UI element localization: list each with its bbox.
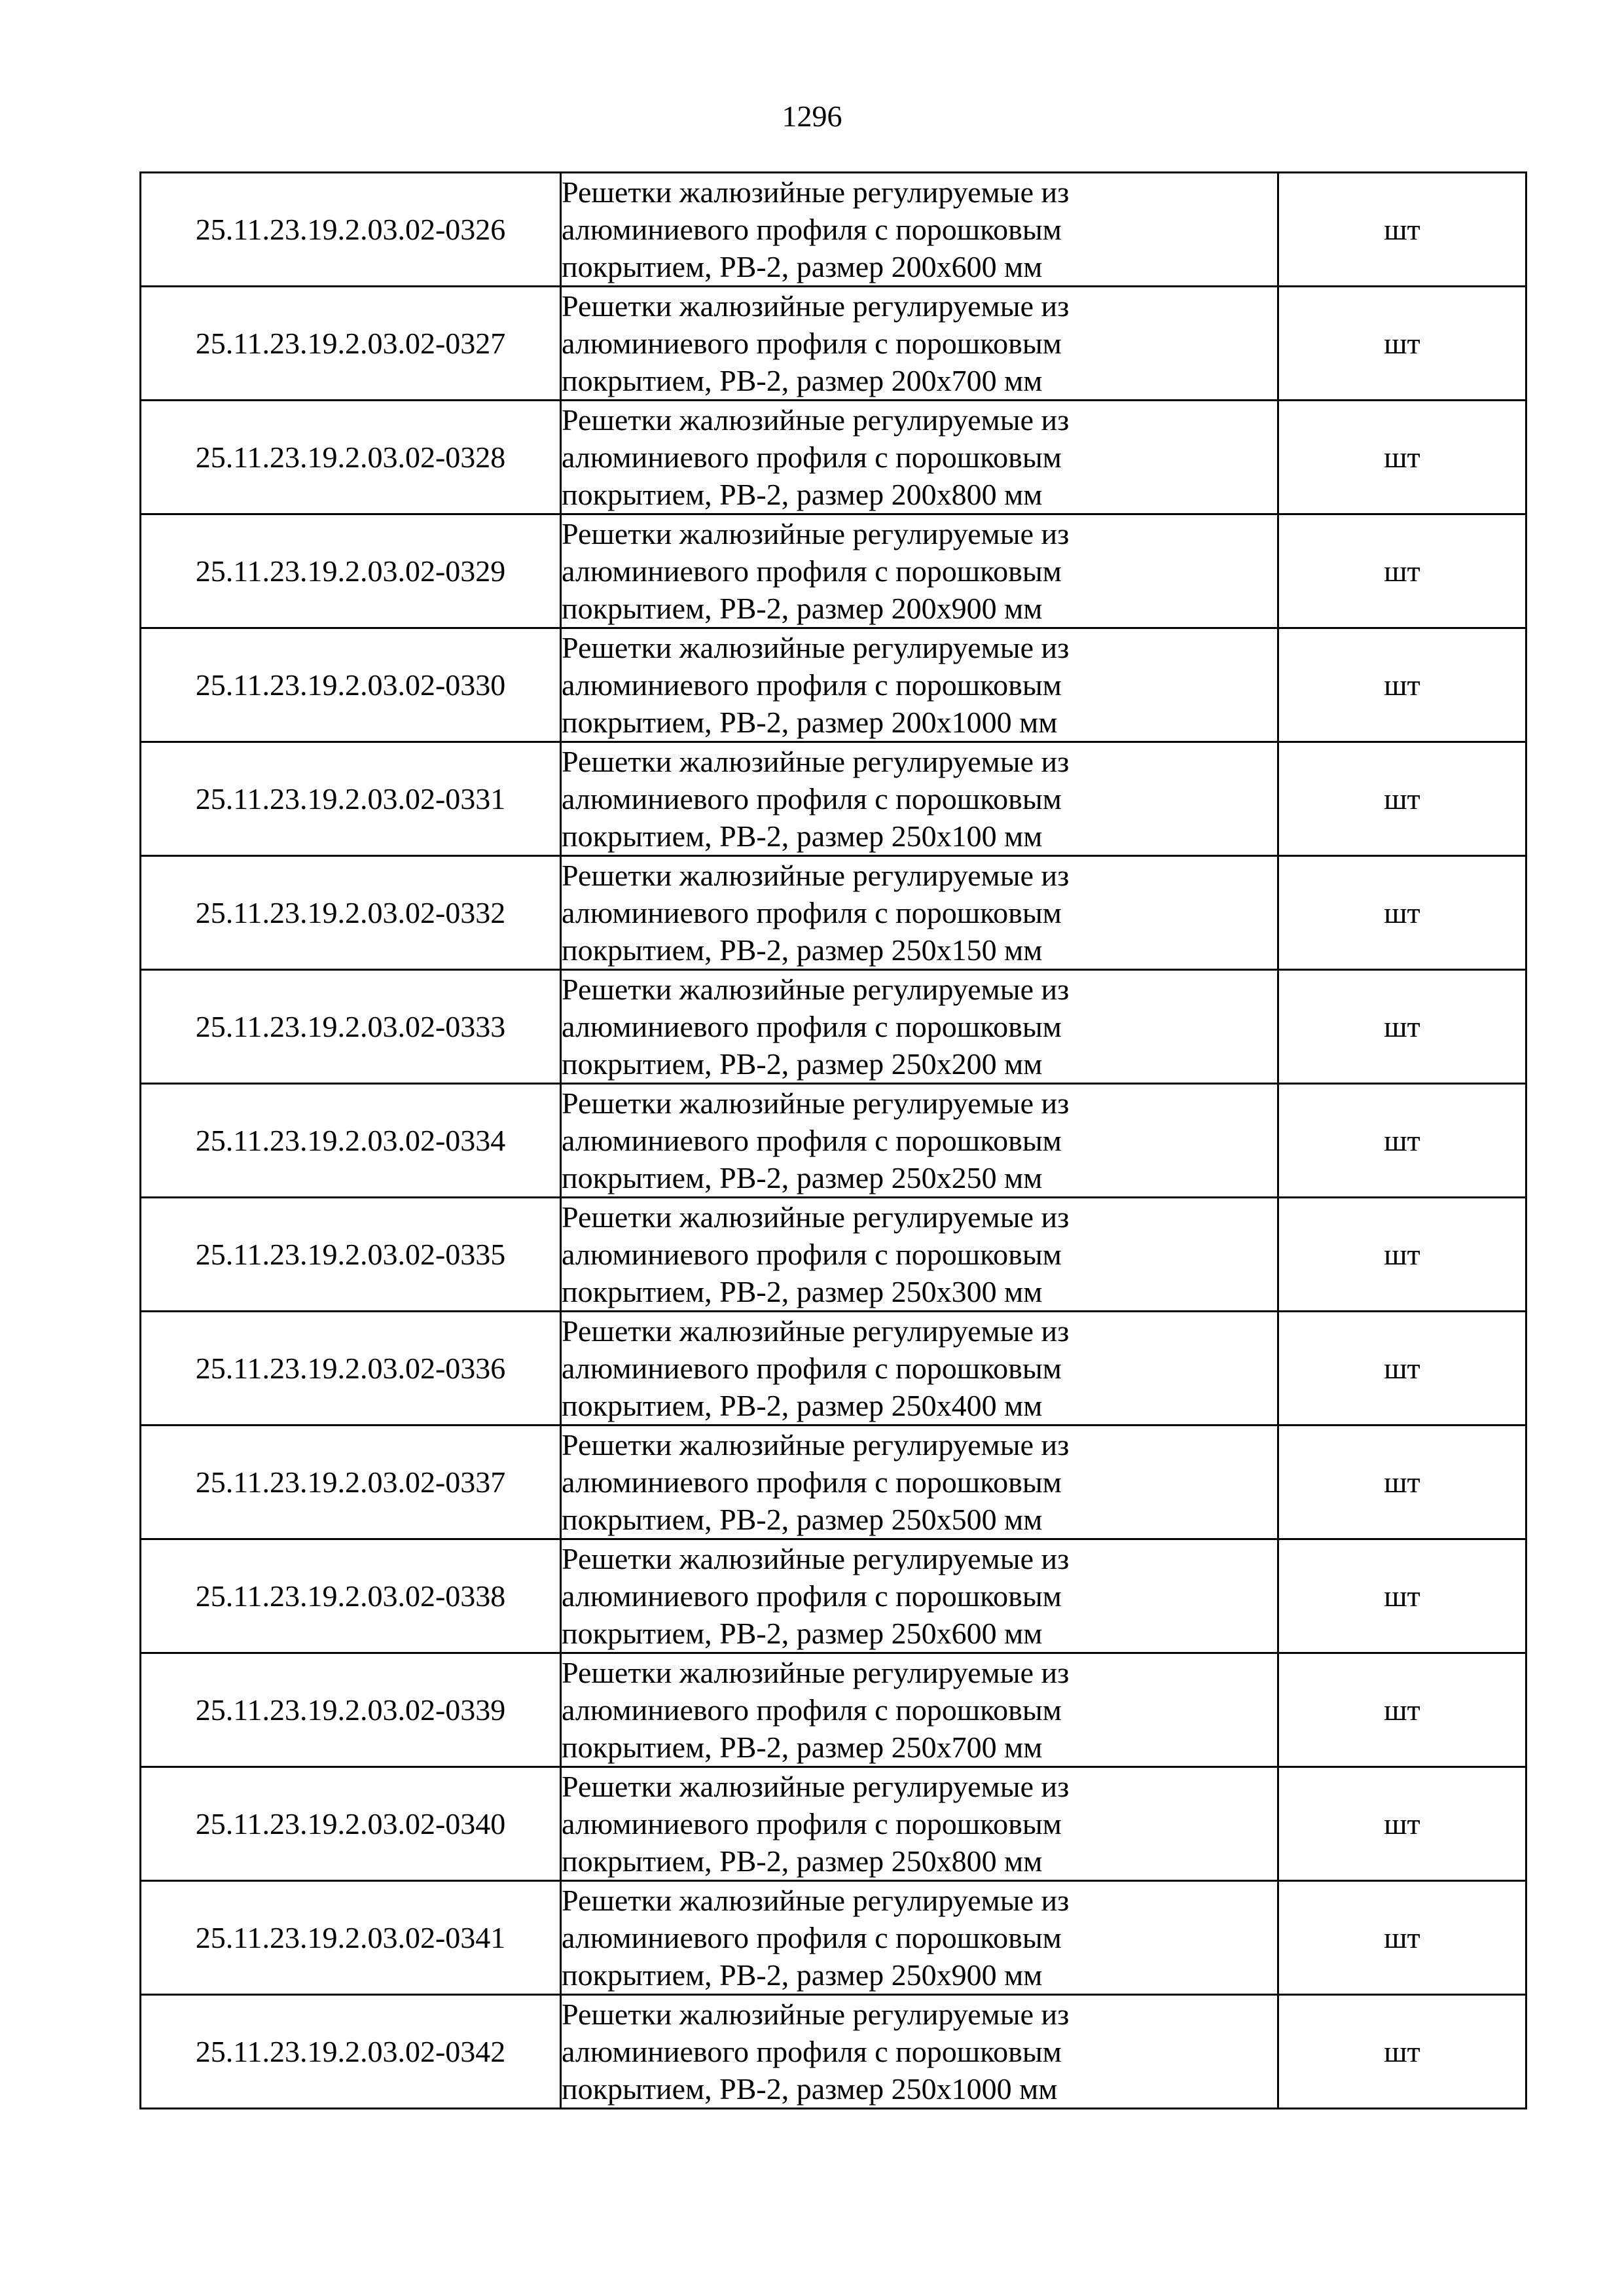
- table-row: [141, 1084, 1526, 1198]
- resource-description-cell: [561, 628, 1278, 742]
- description-line: покрытием, РВ-2, размер 250х250 мм: [562, 1161, 1043, 1194]
- table-row: [141, 1653, 1526, 1767]
- table-row: [141, 1767, 1526, 1881]
- table-row: [141, 970, 1526, 1084]
- description-line: алюминиевого профиля с порошковым: [562, 1238, 1062, 1271]
- description-line: алюминиевого профиля с порошковым: [562, 1352, 1062, 1385]
- resource-code-cell: 25.11.23.19.2.03.02-0340: [141, 1767, 561, 1881]
- unit-cell: шт: [1278, 287, 1526, 401]
- resource-code-cell: 25.11.23.19.2.03.02-0328: [141, 401, 561, 514]
- description-line: Решетки жалюзийные регулируемые из: [562, 403, 1070, 437]
- table-row: [141, 1995, 1526, 2109]
- table-row: [141, 514, 1526, 628]
- description-line: Решетки жалюзийные регулируемые из: [562, 859, 1070, 892]
- description-line: Решетки жалюзийные регулируемые из: [562, 1200, 1070, 1234]
- description-line: алюминиевого профиля с порошковым: [562, 782, 1062, 816]
- table-row: [141, 287, 1526, 401]
- description-line: алюминиевого профиля с порошковым: [562, 1807, 1062, 1840]
- table-row: [141, 742, 1526, 856]
- description-line: Решетки жалюзийные регулируемые из: [562, 745, 1070, 778]
- description-line: алюминиевого профиля с порошковым: [562, 554, 1062, 588]
- table-row: [141, 173, 1526, 287]
- table-row: [141, 401, 1526, 514]
- resource-description-cell: [561, 1881, 1278, 1995]
- description-line: покрытием, РВ-2, размер 250х300 мм: [562, 1275, 1043, 1308]
- description-line: алюминиевого профиля с порошковым: [562, 1465, 1062, 1499]
- resource-code-cell: 25.11.23.19.2.03.02-0339: [141, 1653, 561, 1767]
- table-row: [141, 1312, 1526, 1426]
- description-line: покрытием, РВ-2, размер 250х900 мм: [562, 1958, 1043, 1992]
- description-line: Решетки жалюзийные регулируемые из: [562, 973, 1070, 1006]
- description-line: алюминиевого профиля с порошковым: [562, 896, 1062, 929]
- description-line: покрытием, РВ-2, размер 250х500 мм: [562, 1503, 1043, 1536]
- resource-description-cell: [561, 173, 1278, 287]
- resource-description-cell: [561, 1426, 1278, 1539]
- description-line: покрытием, РВ-2, размер 200х800 мм: [562, 478, 1043, 511]
- resource-code-cell: 25.11.23.19.2.03.02-0330: [141, 628, 561, 742]
- resource-code-cell: 25.11.23.19.2.03.02-0338: [141, 1539, 561, 1653]
- table-row: [141, 856, 1526, 970]
- description-line: Решетки жалюзийные регулируемые из: [562, 1086, 1070, 1120]
- resource-code-cell: 25.11.23.19.2.03.02-0336: [141, 1312, 561, 1426]
- description-line: Решетки жалюзийные регулируемые из: [562, 1884, 1070, 1917]
- unit-cell: шт: [1278, 173, 1526, 287]
- resource-description-cell: [561, 287, 1278, 401]
- resource-code-cell: 25.11.23.19.2.03.02-0327: [141, 287, 561, 401]
- description-line: покрытием, РВ-2, размер 200х600 мм: [562, 250, 1043, 283]
- resource-table-body: [141, 173, 1526, 2109]
- description-line: покрытием, РВ-2, размер 250х100 мм: [562, 819, 1043, 853]
- description-line: Решетки жалюзийные регулируемые из: [562, 175, 1070, 209]
- description-line: Решетки жалюзийные регулируемые из: [562, 517, 1070, 550]
- resource-description-cell: [561, 742, 1278, 856]
- description-line: Решетки жалюзийные регулируемые из: [562, 1542, 1070, 1575]
- resource-code-cell: 25.11.23.19.2.03.02-0329: [141, 514, 561, 628]
- unit-cell: шт: [1278, 628, 1526, 742]
- description-line: покрытием, РВ-2, размер 200х700 мм: [562, 364, 1043, 397]
- description-line: алюминиевого профиля с порошковым: [562, 2035, 1062, 2068]
- table-row: [141, 628, 1526, 742]
- description-line: Решетки жалюзийные регулируемые из: [562, 1428, 1070, 1462]
- description-line: покрытием, РВ-2, размер 250х600 мм: [562, 1617, 1043, 1650]
- description-line: Решетки жалюзийные регулируемые из: [562, 1770, 1070, 1803]
- description-line: алюминиевого профиля с порошковым: [562, 1010, 1062, 1043]
- description-line: алюминиевого профиля с порошковым: [562, 668, 1062, 702]
- description-line: покрытием, РВ-2, размер 250х800 мм: [562, 1844, 1043, 1878]
- description-line: алюминиевого профиля с порошковым: [562, 440, 1062, 474]
- unit-cell: шт: [1278, 1312, 1526, 1426]
- resource-description-cell: [561, 1198, 1278, 1312]
- resource-description-cell: [561, 1312, 1278, 1426]
- page-number: 1296: [782, 99, 842, 133]
- description-line: алюминиевого профиля с порошковым: [562, 1124, 1062, 1157]
- resource-code-cell: 25.11.23.19.2.03.02-0341: [141, 1881, 561, 1995]
- resource-code-cell: 25.11.23.19.2.03.02-0334: [141, 1084, 561, 1198]
- table-row: [141, 1539, 1526, 1653]
- resource-code-cell: 25.11.23.19.2.03.02-0337: [141, 1426, 561, 1539]
- resource-description-cell: [561, 1995, 1278, 2109]
- description-line: алюминиевого профиля с порошковым: [562, 1579, 1062, 1613]
- resource-description-cell: [561, 1539, 1278, 1653]
- description-line: алюминиевого профиля с порошковым: [562, 327, 1062, 360]
- description-line: покрытием, РВ-2, размер 250х200 мм: [562, 1047, 1043, 1081]
- resource-code-cell: 25.11.23.19.2.03.02-0332: [141, 856, 561, 970]
- resource-description-cell: [561, 1767, 1278, 1881]
- unit-cell: шт: [1278, 1539, 1526, 1653]
- resource-code-cell: 25.11.23.19.2.03.02-0342: [141, 1995, 561, 2109]
- description-line: покрытием, РВ-2, размер 250х700 мм: [562, 1731, 1043, 1764]
- table-row: [141, 1881, 1526, 1995]
- unit-cell: шт: [1278, 1653, 1526, 1767]
- description-line: алюминиевого профиля с порошковым: [562, 213, 1062, 246]
- unit-cell: шт: [1278, 1084, 1526, 1198]
- unit-cell: шт: [1278, 970, 1526, 1084]
- resource-code-cell: 25.11.23.19.2.03.02-0335: [141, 1198, 561, 1312]
- resource-description-cell: [561, 1084, 1278, 1198]
- unit-cell: шт: [1278, 1426, 1526, 1539]
- resource-description-cell: [561, 514, 1278, 628]
- description-line: Решетки жалюзийные регулируемые из: [562, 289, 1070, 323]
- resource-code-cell: 25.11.23.19.2.03.02-0333: [141, 970, 561, 1084]
- description-line: покрытием, РВ-2, размер 250х1000 мм: [562, 2072, 1058, 2106]
- description-line: покрытием, РВ-2, размер 250х400 мм: [562, 1389, 1043, 1422]
- resource-description-cell: [561, 1653, 1278, 1767]
- table-row: [141, 1198, 1526, 1312]
- resource-description-cell: [561, 856, 1278, 970]
- resource-description-cell: [561, 401, 1278, 514]
- resource-table: [139, 171, 1527, 2109]
- resource-code-cell: 25.11.23.19.2.03.02-0331: [141, 742, 561, 856]
- description-line: Решетки жалюзийные регулируемые из: [562, 1998, 1070, 2031]
- unit-cell: шт: [1278, 742, 1526, 856]
- unit-cell: шт: [1278, 1767, 1526, 1881]
- description-line: покрытием, РВ-2, размер 250х150 мм: [562, 933, 1043, 967]
- description-line: покрытием, РВ-2, размер 200х900 мм: [562, 592, 1043, 625]
- description-line: Решетки жалюзийные регулируемые из: [562, 1314, 1070, 1348]
- unit-cell: шт: [1278, 856, 1526, 970]
- description-line: алюминиевого профиля с порошковым: [562, 1921, 1062, 1954]
- unit-cell: шт: [1278, 1881, 1526, 1995]
- description-line: алюминиевого профиля с порошковым: [562, 1693, 1062, 1727]
- resource-description-cell: [561, 970, 1278, 1084]
- description-line: Решетки жалюзийные регулируемые из: [562, 631, 1070, 664]
- unit-cell: шт: [1278, 1995, 1526, 2109]
- resource-code-cell: 25.11.23.19.2.03.02-0326: [141, 173, 561, 287]
- unit-cell: шт: [1278, 1198, 1526, 1312]
- description-line: Решетки жалюзийные регулируемые из: [562, 1656, 1070, 1689]
- unit-cell: шт: [1278, 401, 1526, 514]
- table-row: [141, 1426, 1526, 1539]
- unit-cell: шт: [1278, 514, 1526, 628]
- description-line: покрытием, РВ-2, размер 200х1000 мм: [562, 706, 1058, 739]
